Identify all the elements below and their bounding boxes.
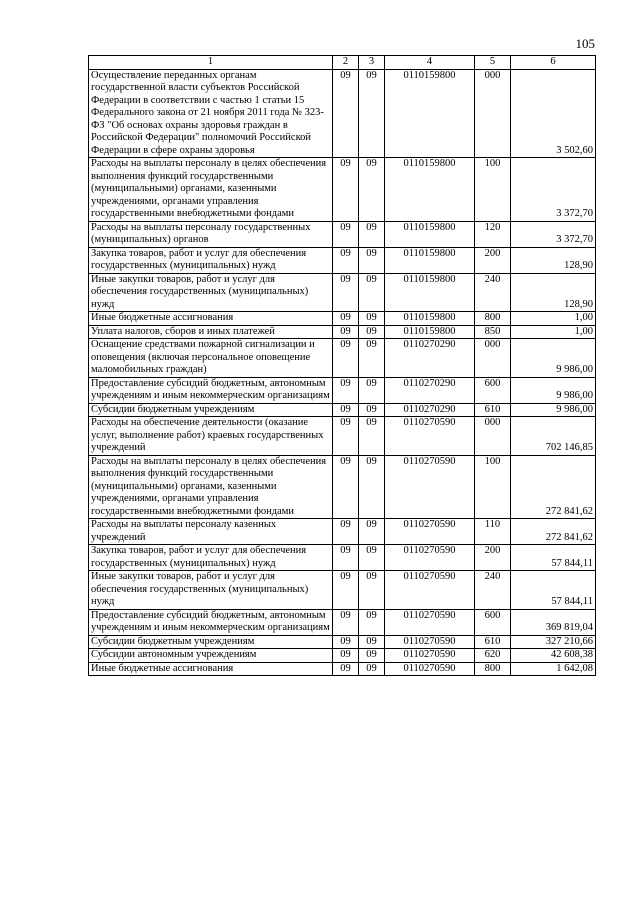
row-expense-type: 000 [475,339,511,378]
row-name: Субсидии автономным учреждениям [89,649,333,663]
row-name: Расходы на выплаты персоналу в целях обеспечения выполнения функций государственными (муниципальными) органами, казенными учреждениями, органами управления государственными внебюджетными фондами [89,455,333,519]
row-expense-type: 610 [475,635,511,649]
table-row [89,158,596,222]
row-name: Субсидии бюджетным учреждениям [89,635,333,649]
row-amount: 57 844,11 [511,545,596,571]
row-target-article: 0110270590 [385,662,475,676]
row-name: Иные бюджетные ассигнования [89,312,333,326]
row-subsection: 09 [359,339,385,378]
row-subsection: 09 [359,403,385,417]
row-section: 09 [333,69,359,158]
row-expense-type: 100 [475,158,511,222]
row-amount: 702 146,85 [511,417,596,456]
row-name: Предоставление субсидий бюджетным, автономным учреждениям и иным некоммерческим организациям [89,377,333,403]
table-row [89,377,596,403]
row-amount: 369 819,04 [511,609,596,635]
table-row [89,545,596,571]
row-expense-type: 100 [475,455,511,519]
table-row [89,273,596,312]
row-target-article: 0110159800 [385,221,475,247]
header-col-5: 5 [475,56,511,70]
row-subsection: 09 [359,158,385,222]
row-section: 09 [333,455,359,519]
row-subsection: 09 [359,417,385,456]
row-name: Закупка товаров, работ и услуг для обеспечения государственных (муниципальных) нужд [89,545,333,571]
row-target-article: 0110270590 [385,635,475,649]
table-row [89,403,596,417]
row-name: Оснащение средствами пожарной сигнализации и оповещения (включая персональное оповещение маломобильных граждан) [89,339,333,378]
row-section: 09 [333,273,359,312]
row-name: Иные бюджетные ассигнования [89,662,333,676]
row-subsection: 09 [359,247,385,273]
row-expense-type: 600 [475,377,511,403]
row-amount: 327 210,66 [511,635,596,649]
row-amount: 3 372,70 [511,158,596,222]
row-section: 09 [333,635,359,649]
row-amount: 9 986,00 [511,403,596,417]
row-expense-type: 610 [475,403,511,417]
row-subsection: 09 [359,571,385,610]
row-target-article: 0110270590 [385,545,475,571]
row-expense-type: 120 [475,221,511,247]
header-col-4: 4 [385,56,475,70]
row-expense-type: 850 [475,325,511,339]
row-amount: 3 502,60 [511,69,596,158]
row-amount: 1,00 [511,325,596,339]
row-amount: 9 986,00 [511,377,596,403]
row-section: 09 [333,325,359,339]
row-target-article: 0110159800 [385,247,475,273]
row-amount: 128,90 [511,247,596,273]
row-section: 09 [333,662,359,676]
row-target-article: 0110159800 [385,273,475,312]
row-section: 09 [333,545,359,571]
row-section: 09 [333,571,359,610]
row-target-article: 0110159800 [385,325,475,339]
row-name: Закупка товаров, работ и услуг для обеспечения государственных (муниципальных) нужд [89,247,333,273]
table-row [89,635,596,649]
row-subsection: 09 [359,609,385,635]
row-target-article: 0110270590 [385,519,475,545]
row-expense-type: 800 [475,312,511,326]
row-amount: 1 642,08 [511,662,596,676]
row-section: 09 [333,609,359,635]
table-row [89,69,596,158]
row-target-article: 0110270590 [385,455,475,519]
header-row [89,56,596,70]
header-col-1: 1 [89,56,333,70]
row-section: 09 [333,377,359,403]
header-col-2: 2 [333,56,359,70]
row-section: 09 [333,417,359,456]
row-expense-type: 200 [475,247,511,273]
row-name: Расходы на выплаты персоналу казенных учреждений [89,519,333,545]
row-expense-type: 240 [475,571,511,610]
row-expense-type: 000 [475,417,511,456]
table-row [89,571,596,610]
row-name: Расходы на обеспечение деятельности (оказание услуг, выполнение работ) краевых государственных учреждений [89,417,333,456]
row-target-article: 0110270590 [385,571,475,610]
row-subsection: 09 [359,221,385,247]
row-amount: 272 841,62 [511,519,596,545]
row-amount: 9 986,00 [511,339,596,378]
row-amount: 42 608,38 [511,649,596,663]
row-target-article: 0110270590 [385,609,475,635]
row-subsection: 09 [359,312,385,326]
row-target-article: 0110159800 [385,158,475,222]
row-subsection: 09 [359,519,385,545]
row-expense-type: 240 [475,273,511,312]
row-name: Расходы на выплаты персоналу государственных (муниципальных) органов [89,221,333,247]
page-number: 105 [575,36,595,51]
row-name: Расходы на выплаты персоналу в целях обеспечения выполнения функций государственными (муниципальными) органами, казенными учреждениями, органами управления государственными внебюджетными фондами [89,158,333,222]
table-row [89,649,596,663]
row-section: 09 [333,519,359,545]
table-row [89,455,596,519]
row-section: 09 [333,247,359,273]
row-name: Предоставление субсидий бюджетным, автономным учреждениям и иным некоммерческим организациям [89,609,333,635]
row-subsection: 09 [359,662,385,676]
row-name: Иные закупки товаров, работ и услуг для обеспечения государственных (муниципальных) нужд [89,273,333,312]
row-expense-type: 110 [475,519,511,545]
table-row [89,325,596,339]
header-col-6: 6 [511,56,596,70]
row-name: Уплата налогов, сборов и иных платежей [89,325,333,339]
row-expense-type: 800 [475,662,511,676]
row-subsection: 09 [359,273,385,312]
row-expense-type: 600 [475,609,511,635]
row-amount: 3 372,70 [511,221,596,247]
header-col-3: 3 [359,56,385,70]
row-subsection: 09 [359,649,385,663]
table-row [89,312,596,326]
row-expense-type: 200 [475,545,511,571]
budget-table [88,55,596,676]
row-subsection: 09 [359,455,385,519]
row-target-article: 0110270590 [385,649,475,663]
row-expense-type: 000 [475,69,511,158]
row-name: Субсидии бюджетным учреждениям [89,403,333,417]
row-target-article: 0110270290 [385,339,475,378]
row-target-article: 0110159800 [385,69,475,158]
row-name: Иные закупки товаров, работ и услуг для обеспечения государственных (муниципальных) нужд [89,571,333,610]
row-name: Осуществление переданных органам государственной власти субъектов Российской Федерации в соответствии с частью 1 статьи 15 Федерального закона от 21 ноября 2011 года № 323-ФЗ "Об основах охраны здоровья граждан в Российской Федерации" полномочий Российской Федерации в сфере охраны здоровья [89,69,333,158]
row-section: 09 [333,339,359,378]
row-amount: 57 844,11 [511,571,596,610]
table-row [89,417,596,456]
row-section: 09 [333,403,359,417]
row-section: 09 [333,312,359,326]
row-amount: 1,00 [511,312,596,326]
row-target-article: 0110159800 [385,312,475,326]
table-row [89,339,596,378]
row-subsection: 09 [359,69,385,158]
row-target-article: 0110270290 [385,403,475,417]
row-amount: 128,90 [511,273,596,312]
row-target-article: 0110270290 [385,377,475,403]
table-row [89,247,596,273]
row-section: 09 [333,221,359,247]
row-target-article: 0110270590 [385,417,475,456]
row-expense-type: 620 [475,649,511,663]
row-amount: 272 841,62 [511,455,596,519]
table-row [89,609,596,635]
table-row [89,221,596,247]
table-row [89,662,596,676]
row-subsection: 09 [359,545,385,571]
row-section: 09 [333,649,359,663]
row-subsection: 09 [359,377,385,403]
table-row [89,519,596,545]
row-subsection: 09 [359,325,385,339]
row-section: 09 [333,158,359,222]
row-subsection: 09 [359,635,385,649]
